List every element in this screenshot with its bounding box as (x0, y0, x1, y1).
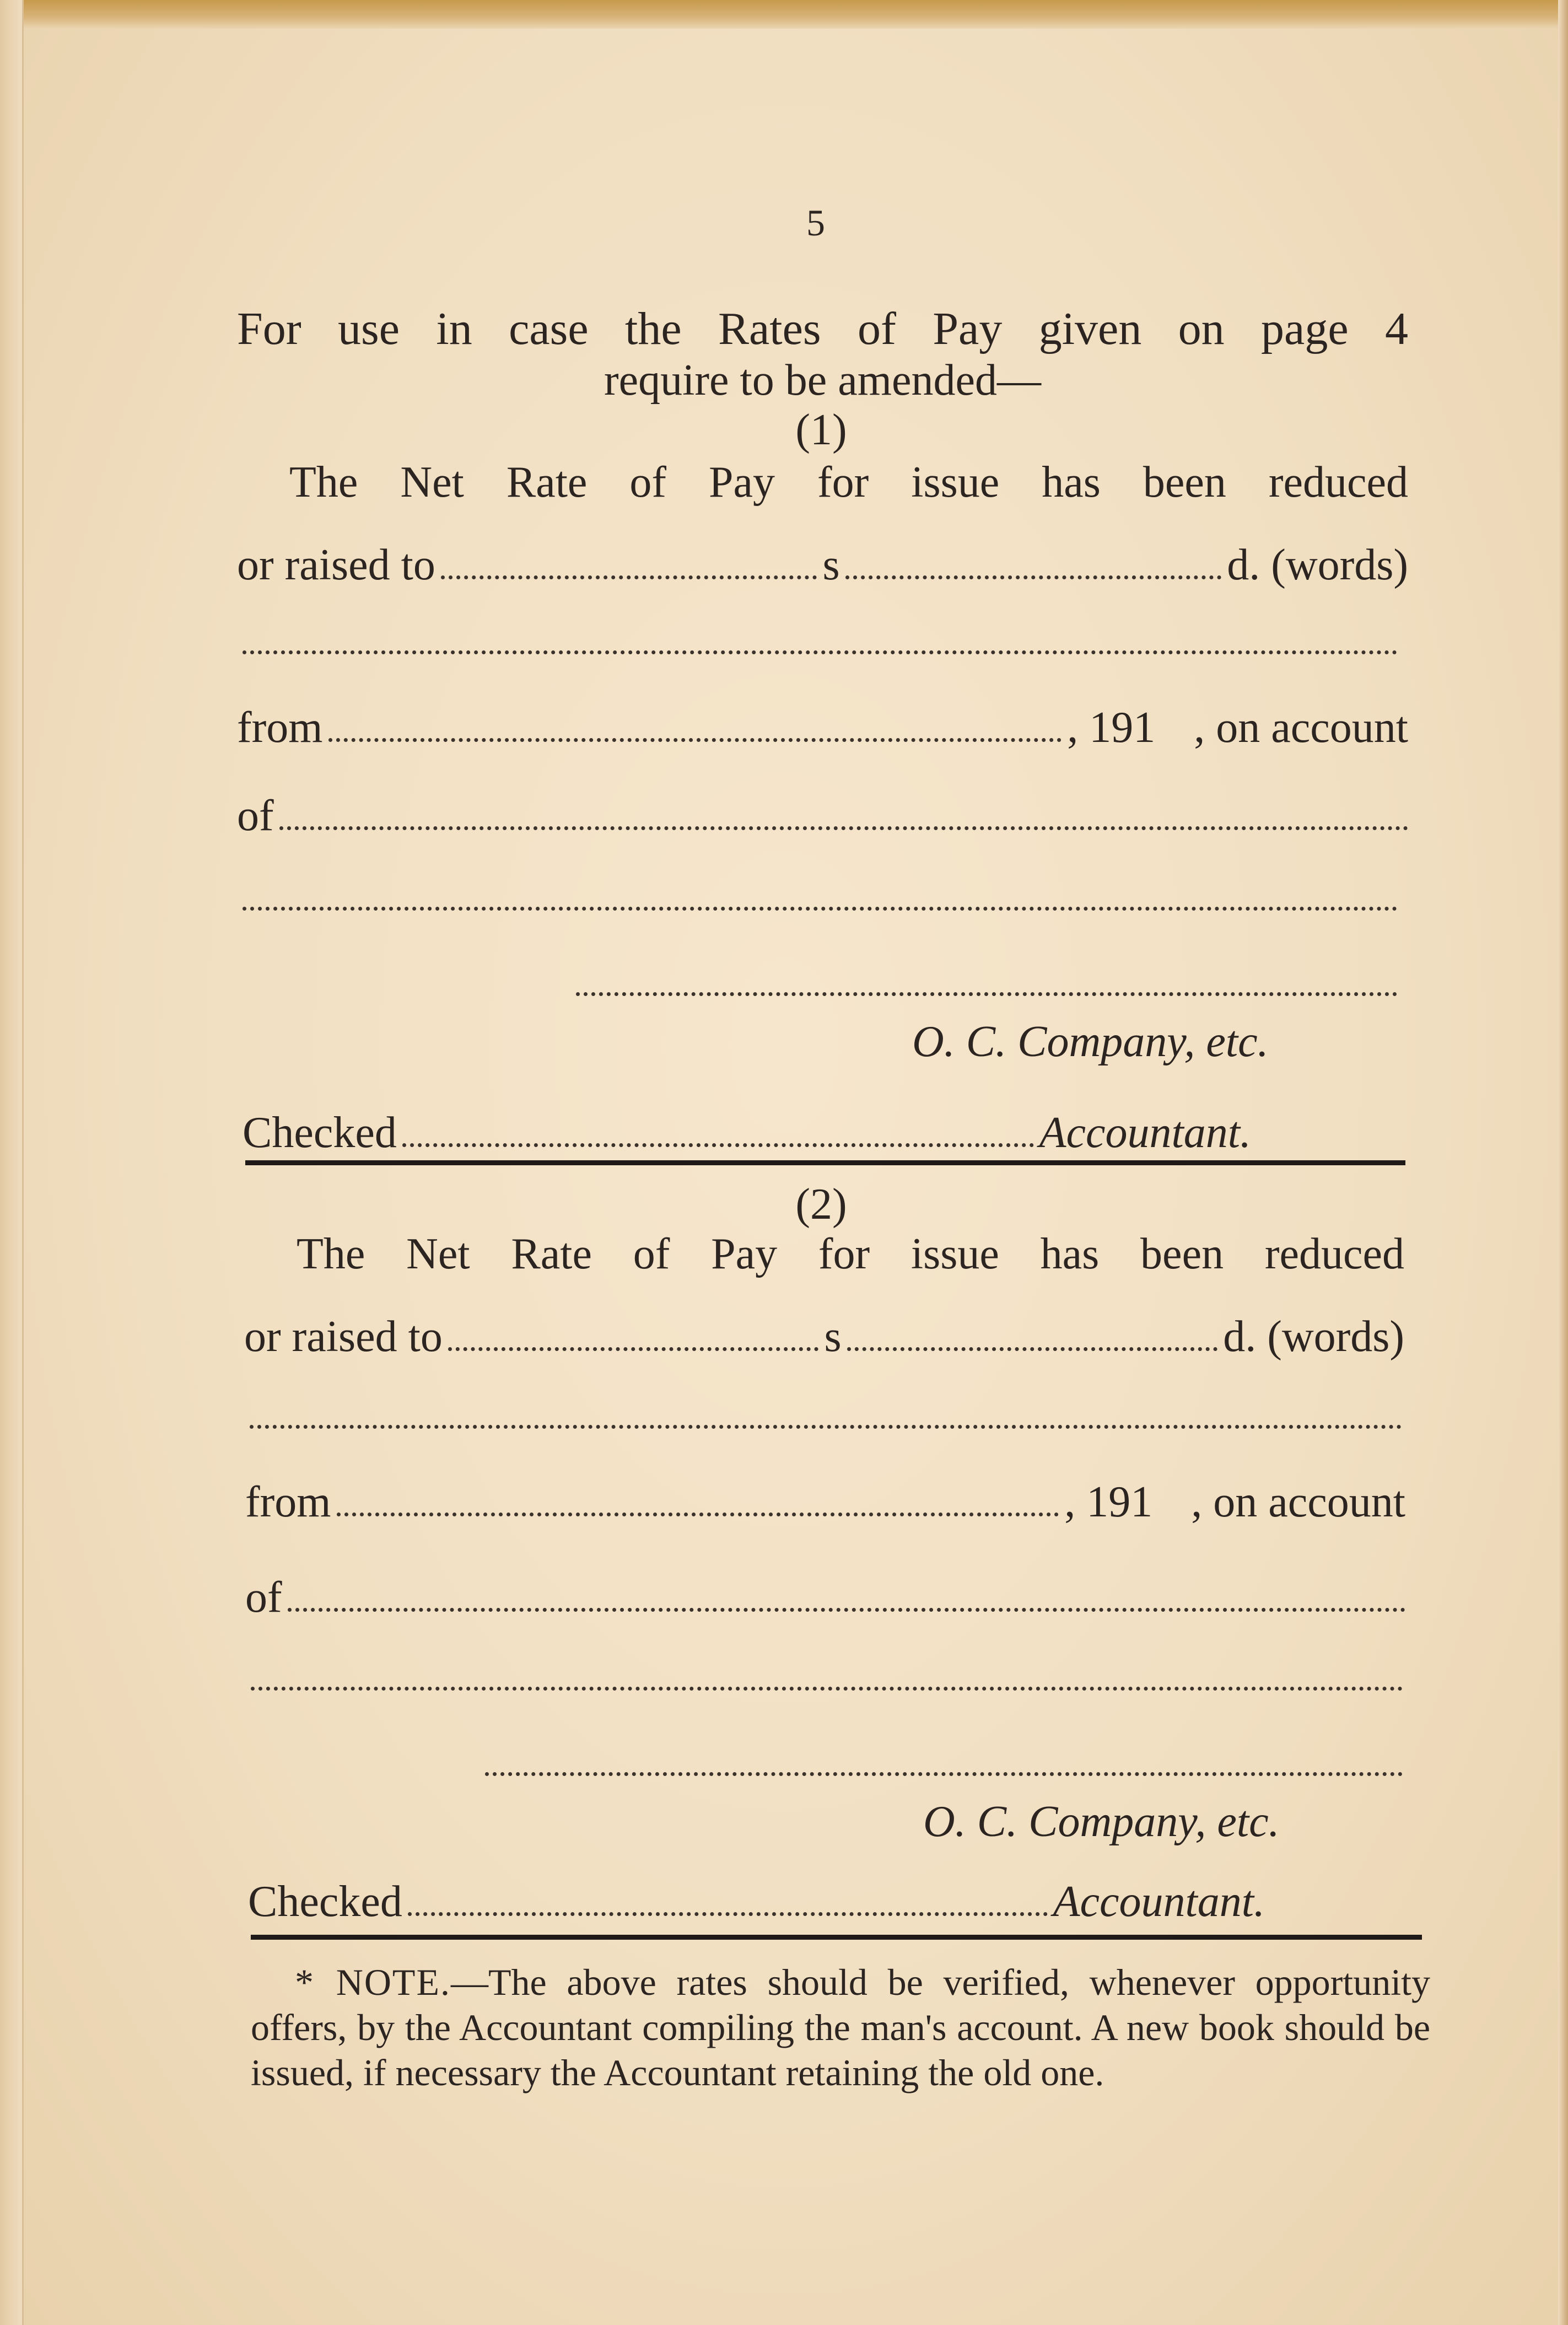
section-2-raised-to-row (244, 1312, 1405, 1361)
section-2-of-label: of (245, 1573, 282, 1622)
section-2-raised-to-label: or raised to (244, 1312, 443, 1361)
section-1-reason-blank-2[interactable] (243, 907, 1397, 911)
page-right-edge (1558, 0, 1568, 2325)
note-divider (251, 1935, 1422, 1940)
section-2-checked-row (248, 1877, 1265, 1926)
section-2-signatory: O. C. Company, etc. (923, 1797, 1280, 1846)
section-2-date-blank[interactable] (337, 1513, 1059, 1516)
section-1-accountant-label: Accountant. (1039, 1108, 1251, 1157)
section-2-signature-blank[interactable] (485, 1772, 1403, 1776)
page-number: 5 (806, 202, 825, 244)
page-top-edge (0, 0, 1568, 29)
section-1-rate-text: The Net Rate of Pay for issue has been reduced (289, 458, 1408, 507)
section-1-account-label: , on account (1194, 703, 1408, 752)
section-2-reason-blank-1[interactable] (288, 1608, 1405, 1612)
section-2-words-blank[interactable] (250, 1425, 1402, 1429)
section-2-account-label: , on account (1191, 1478, 1405, 1526)
section-2-checked-blank[interactable] (408, 1912, 1048, 1916)
section-1-year-label: , 191 (1067, 703, 1156, 752)
section-1-words-blank[interactable] (243, 650, 1397, 654)
section-1-of-label: of (237, 792, 274, 840)
intro-line-1 (237, 303, 1408, 354)
section-2-pence-blank[interactable] (847, 1347, 1218, 1351)
section-2-accountant-label: Accountant. (1053, 1877, 1265, 1926)
section-divider (245, 1160, 1405, 1165)
section-1-from-label: from (237, 703, 323, 752)
section-1-number: (1) (795, 406, 847, 454)
section-2-checked-label: Checked (248, 1877, 402, 1926)
section-1-checked-row (243, 1108, 1251, 1157)
section-1-from-row (237, 703, 1408, 752)
section-1-reason-blank-1[interactable] (279, 826, 1408, 830)
section-1-checked-blank[interactable] (402, 1143, 1034, 1147)
section-2-rate-text: The Net Rate of Pay for issue has been reduced (297, 1230, 1404, 1278)
note-text: —The above rates should be verified, whenever opportunity offers, by the Accountant compiling the man's account. A new book should be issued, if necessary the Accountant retaining the old one. (251, 1961, 1430, 2093)
section-2-number: (2) (795, 1180, 847, 1229)
section-2-shillings-blank[interactable] (448, 1347, 819, 1351)
section-1-shillings-blank[interactable] (441, 575, 817, 579)
section-1-pence-label: d. (words) (1227, 541, 1409, 589)
section-1-pence-blank[interactable] (845, 575, 1222, 579)
section-1-raised-to-label: or raised to (237, 541, 435, 589)
section-1-date-blank[interactable] (328, 738, 1062, 742)
section-2-rate-line (297, 1232, 1404, 1276)
section-1-of-row (237, 794, 1408, 838)
section-1-raised-to-row (237, 543, 1408, 587)
section-2-reason-blank-2[interactable] (251, 1687, 1403, 1691)
intro-text-1: For use in case the Rates of Pay given on page 4 (237, 303, 1408, 354)
section-2-pence-label: d. (words) (1223, 1312, 1405, 1361)
section-2-from-row (245, 1480, 1405, 1524)
intro-line-2: require to be amended— (604, 356, 1041, 405)
section-1-signature-blank[interactable] (576, 992, 1397, 996)
page-binding-edge (0, 0, 24, 2325)
section-1-checked-label: Checked (243, 1108, 397, 1157)
section-1-shillings-label: s (822, 541, 840, 589)
section-1-rate-line (289, 458, 1408, 507)
section-2-from-label: from (245, 1478, 331, 1526)
footnote (251, 1960, 1430, 2095)
section-1-signatory: O. C. Company, etc. (912, 1018, 1269, 1066)
note-label: * NOTE. (295, 1961, 451, 2003)
section-2-year-label: , 191 (1064, 1478, 1153, 1526)
section-2-shillings-label: s (824, 1312, 842, 1361)
section-2-of-row (245, 1573, 1405, 1622)
